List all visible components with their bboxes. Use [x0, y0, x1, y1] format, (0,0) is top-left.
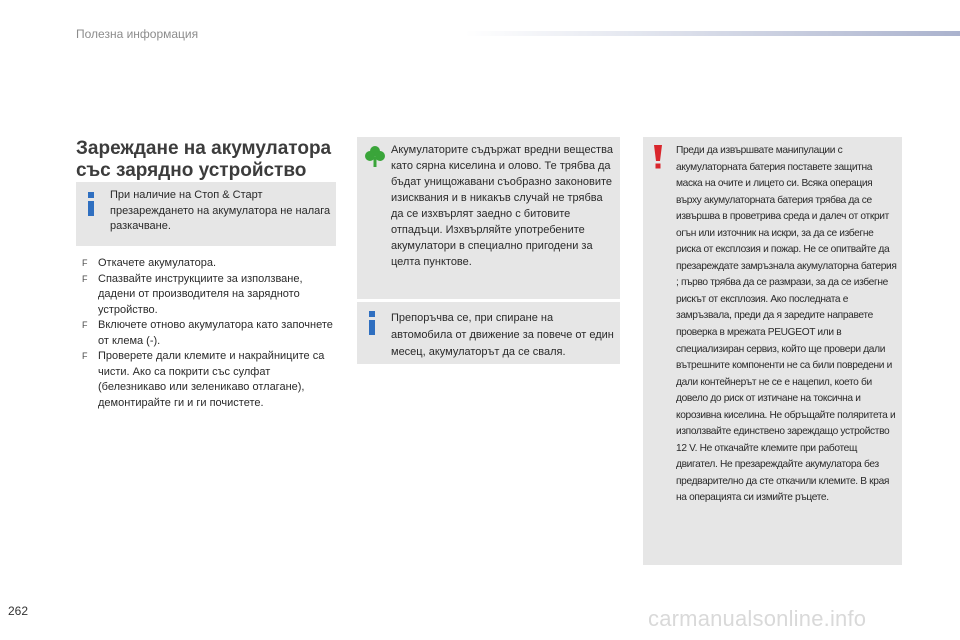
step-text: Спазвайте инструкциите за използване, дадени от производителя на зарядното устройство.	[98, 272, 303, 316]
info-icon	[367, 311, 377, 340]
exclamation-icon	[653, 145, 663, 174]
header-decorative-bar	[465, 31, 960, 36]
info-icon	[86, 192, 96, 221]
tree-icon	[365, 145, 385, 172]
environment-note	[357, 137, 620, 299]
warning-note-text: Преди да извършвате манипулации с акумулаторната батерия поставете защитна маска на очите и лицето си. Всяка операция върху акумулаторната батерия трябва да се извършва в проветрива среда и далеч от открит огън или източник на искри, за да се избегне риска от експлозия и пожар. Не се опитвайте да презареждате замръзнала акумулаторна батерия ; първо трябва да се размрази, за да се избегне рискът от експлозия. Ако последната е замръзвала, преди да я заредите направете проверка в мрежата PEUGEOT или в специализиран сервиз, който ще провери дали вътрешните компоненти не са били повредени и дали контейнерът не се е нацепил, което би довело до риск от изтичане на токсична и корозивна киселина. Не обръщайте поляритета и използвайте единствено зареждащо устройство 12 V. Не откачайте клемите при работещ двигател. Не презареждайте акумулатора без предварително да сте откачили клемите. В края на операцията си измийте ръцете.	[676, 145, 897, 504]
step-bullet: F	[82, 258, 88, 268]
info-note-long-storage	[357, 302, 620, 364]
procedure-steps	[76, 256, 338, 411]
header-title: Полезна информация	[76, 27, 199, 41]
info-note-text: При наличие на Стоп & Старт презареждането на акумулатора не налага разкачване.	[110, 189, 331, 232]
page-number: 262	[8, 604, 29, 618]
list-item	[76, 272, 338, 319]
info-note-start-stop	[76, 182, 336, 246]
environment-note-text: Акумулаторите съдържат вредни вещества като сярна киселина и олово. Те трябва да бъдат унищожавани съобразно законовите изисквания и в никакъв случай не трябва да се изхвърлят заедно с битовите отпадъци. Изхвърляйте употребените акумулатори в специално пригодени за целта пунктове.	[391, 144, 613, 268]
step-bullet: F	[82, 320, 88, 330]
step-text: Откачете акумулатора.	[98, 257, 217, 269]
list-item	[76, 256, 338, 272]
list-item	[76, 318, 338, 349]
warning-note	[643, 137, 902, 565]
info-note-text: Препоръчва се, при спиране на автомобила от движение за повече от един месец, акумулаторът да се сваля.	[391, 312, 614, 358]
section-title: Зареждане на акумулатора със зарядно устройство	[76, 138, 332, 181]
step-text: Включете отново акумулатора като започнете от клема (-).	[98, 319, 333, 347]
step-bullet: F	[82, 351, 88, 361]
list-item	[76, 349, 338, 411]
watermark: carmanualsonline.info	[648, 606, 867, 631]
step-bullet: F	[82, 273, 88, 284]
step-text: Проверете дали клемите и накрайниците са чисти. Ако са покрити със сулфат (белезникаво или зеленикаво отлагане), демонтирайте ги и ги почистете.	[98, 350, 325, 409]
